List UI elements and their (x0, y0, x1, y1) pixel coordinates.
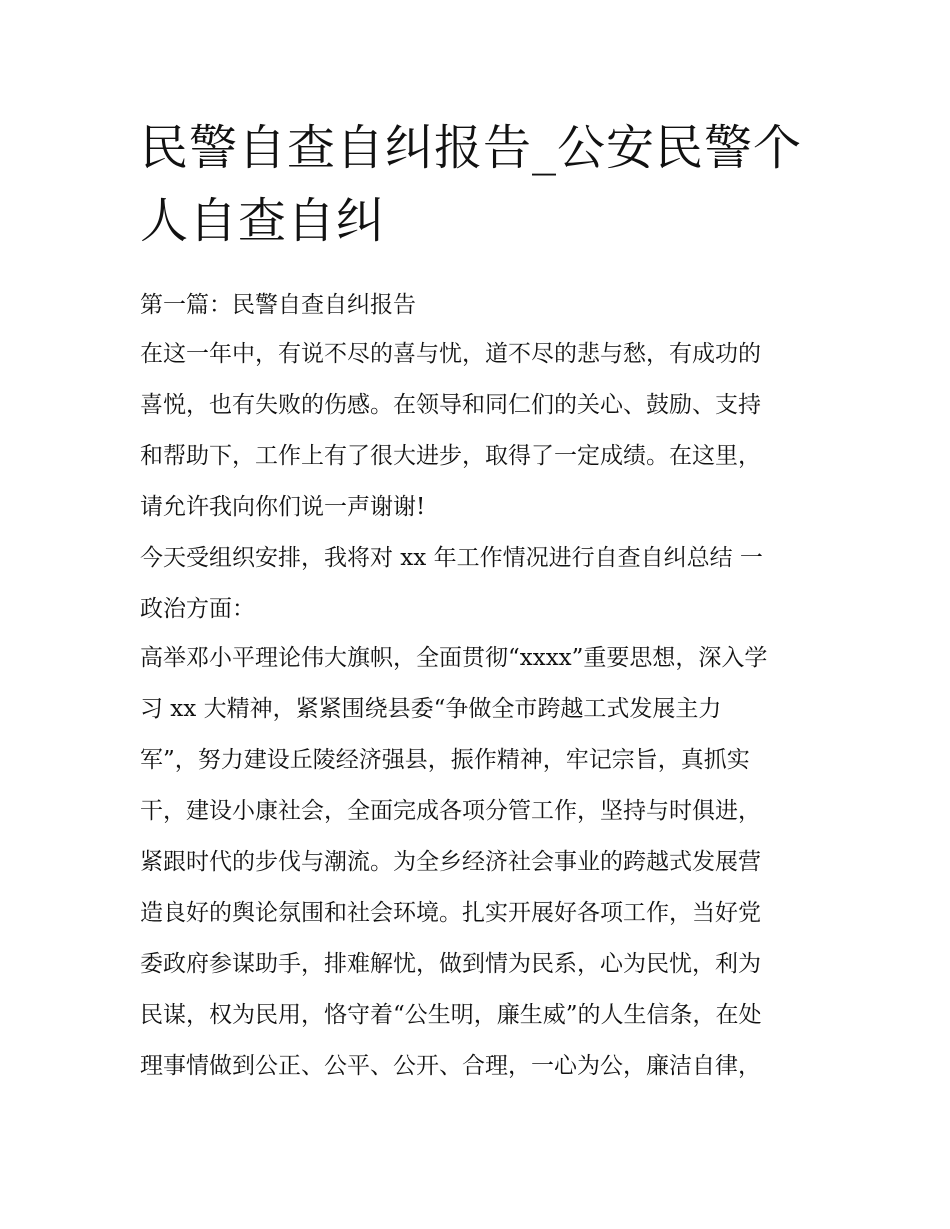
text-line: 干，建设小康社会，全面完成各项分管工作，坚持与时俱进， (140, 798, 761, 824)
text-line: 委政府参谋助手，排难解忧，做到情为民系，心为民忧，利为 (140, 951, 761, 977)
section-heading: 第一篇：民警自查自纠报告 (140, 292, 416, 318)
paragraph-1 (140, 329, 830, 533)
paragraph-2 (140, 533, 830, 635)
text-line: 造良好的舆论氛围和社会环境。扎实开展好各项工作，当好党 (140, 900, 761, 926)
text-line: 请允许我向你们说一声谢谢! (140, 494, 426, 520)
text-line: 喜悦，也有失败的伤感。在领导和同仁们的关心、鼓励、支持 (140, 392, 761, 418)
text-line: 习 xx 大精神，紧紧围绕县委“争做全市跨越工式发展主力 (140, 696, 722, 722)
text-line: 今天受组织安排，我将对 xx 年工作情况进行自查自纠总结 一 (140, 545, 763, 571)
text-line: 紧跟时代的步伐与潮流。为全乡经济社会事业的跨越式发展营 (140, 849, 761, 875)
title-line: 民警自查自纠报告_公安民警个 (140, 120, 803, 176)
title-line: 人自查自纠 (140, 193, 386, 249)
document-title (140, 112, 830, 258)
text-line: 理事情做到公正、公平、公开、合理，一心为公，廉洁自律， (140, 1053, 761, 1079)
paragraph-3 (140, 633, 830, 1092)
text-line: 和帮助下，工作上有了很大进步，取得了一定成绩。在这里， (140, 443, 761, 469)
text-line: 在这一年中，有说不尽的喜与忧，道不尽的悲与愁，有成功的 (140, 341, 761, 367)
text-line: 民谋，权为民用，恪守着“公生明，廉生威”的人生信条，在处 (140, 1002, 762, 1028)
text-line: 高举邓小平理论伟大旗帜，全面贯彻“xxxx”重要思想，深入学 (140, 645, 768, 671)
text-line: 军”，努力建设丘陵经济强县，振作精神，牢记宗旨，真抓实 (140, 747, 750, 773)
text-line: 政治方面： (140, 596, 255, 622)
